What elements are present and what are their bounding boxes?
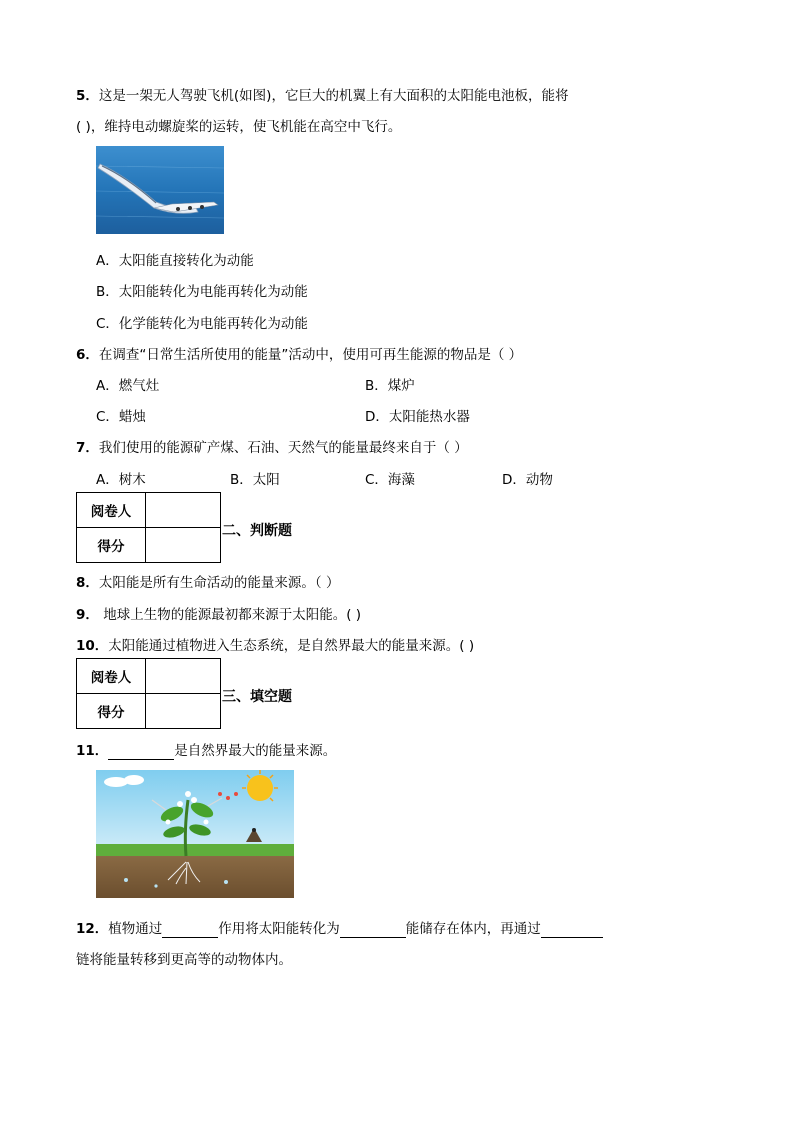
q12-number: 12． xyxy=(76,921,109,937)
q7-text: 我们使用的能源矿产煤、石油、天然气的能量最终来自于（ ） xyxy=(98,440,468,456)
score-box-section3 xyxy=(76,658,221,729)
reviewer-field[interactable] xyxy=(146,659,221,694)
q6-option-a: A．燃气灶 xyxy=(96,378,160,394)
plant-sun-image xyxy=(96,770,294,898)
q7-number: 7． xyxy=(76,440,99,456)
q6-option-d: D．太阳能热水器 xyxy=(365,409,470,425)
q11-answer-blank[interactable] xyxy=(108,743,174,760)
q5-number: 5． xyxy=(76,88,99,104)
q8-text: 太阳能是所有生命活动的能量来源。（ ） xyxy=(98,575,340,591)
q12-line1 xyxy=(76,917,603,938)
q5-text: 这是一架无人驾驶飞机(如图)，它巨大的机翼上有大面积的太阳能电池板，能将 xyxy=(98,88,569,104)
q6-line xyxy=(76,343,522,363)
q5-line1 xyxy=(76,84,568,104)
section3-title: 三、填空题 xyxy=(222,689,292,705)
q5-option-b: B．太阳能转化为电能再转化为动能 xyxy=(96,284,308,300)
score-label: 得分 xyxy=(77,528,146,563)
q12-part1: 植物通过 xyxy=(108,921,163,937)
q11-text: 是自然界最大的能量来源。 xyxy=(174,743,337,759)
q12-blank-1[interactable] xyxy=(162,921,218,938)
q6-number: 6． xyxy=(76,347,99,363)
score-box-section2 xyxy=(76,492,221,563)
q6-option-c: C．蜡烛 xyxy=(96,409,146,425)
q12-line2: 链将能量转移到更高等的动物体内。 xyxy=(76,952,292,968)
q6-text: 在调查“日常生活所使用的能量”活动中，使用可再生能源的物品是（ ） xyxy=(98,347,523,363)
q5-line2: ( )，维持电动螺旋桨的运转，使飞机能在高空中飞行。 xyxy=(76,119,402,135)
q7-option-b: B．太阳 xyxy=(230,472,280,488)
q10-line xyxy=(76,634,474,654)
reviewer-label: 阅卷人 xyxy=(77,493,146,528)
q8-number: 8． xyxy=(76,575,99,591)
q12-part2: 作用将太阳能转化为 xyxy=(218,921,340,937)
q10-number: 10． xyxy=(76,638,109,654)
q9-number: 9． xyxy=(76,607,99,623)
q9-line xyxy=(76,603,361,623)
q7-option-a: A．树木 xyxy=(96,472,146,488)
score-field[interactable] xyxy=(146,694,221,729)
q8-line xyxy=(76,571,339,591)
q12-blank-3[interactable] xyxy=(541,921,603,938)
q12-blank-2[interactable] xyxy=(340,921,406,938)
q12-part3: 能储存在体内，再通过 xyxy=(405,921,541,937)
q11-number: 11． xyxy=(76,743,109,759)
q6-option-b: B．煤炉 xyxy=(365,378,415,394)
q7-option-d: D．动物 xyxy=(502,472,553,488)
q5-option-a: A．太阳能直接转化为动能 xyxy=(96,253,254,269)
reviewer-field[interactable] xyxy=(146,493,221,528)
q9-text: 地球上生物的能源最初都来源于太阳能。( ) xyxy=(98,607,362,623)
solar-airplane-image xyxy=(96,146,224,234)
score-label: 得分 xyxy=(77,694,146,729)
score-field[interactable] xyxy=(146,528,221,563)
q5-option-c: C．化学能转化为电能再转化为动能 xyxy=(96,316,308,332)
q7-line xyxy=(76,436,468,456)
q11-line xyxy=(76,739,336,760)
section2-title: 二、判断题 xyxy=(222,523,292,539)
q10-text: 太阳能通过植物进入生态系统，是自然界最大的能量来源。( ) xyxy=(108,638,475,654)
q7-option-c: C．海藻 xyxy=(365,472,415,488)
reviewer-label: 阅卷人 xyxy=(77,659,146,694)
